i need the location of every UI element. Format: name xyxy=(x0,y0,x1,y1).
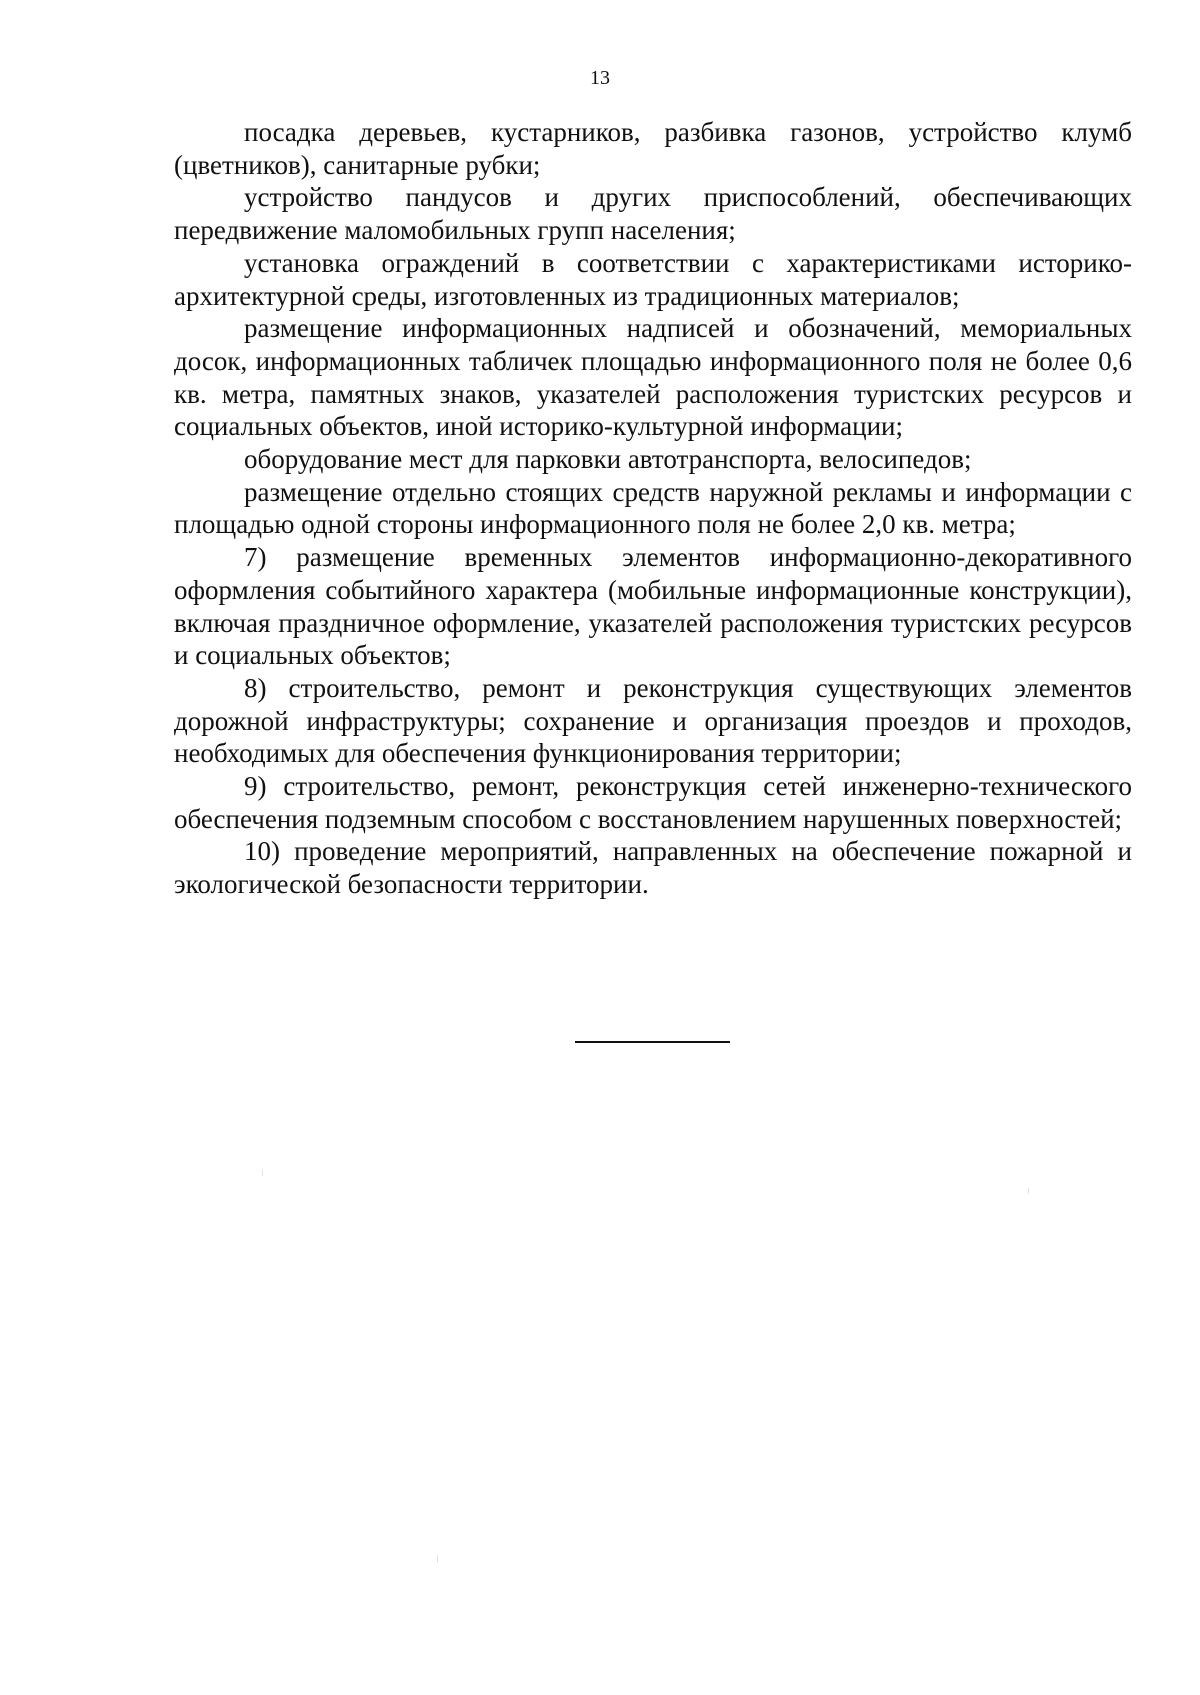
scan-speck xyxy=(437,1555,438,1563)
paragraph-item-10: 10) проведение мероприятий, направленных на обеспечение пожарной и экологической безопасности территории. xyxy=(174,836,1132,900)
paragraph-planting: посадка деревьев, кустарников, разбивка газонов, устройство клумб (цветников), санитарные рубки; xyxy=(174,117,1132,180)
document-body xyxy=(174,116,1132,901)
paragraph-parking: оборудование мест для парковки автотранспорта, велосипедов; xyxy=(244,444,972,475)
paragraph-item-7: 7) размещение временных элементов информационно-декоративного оформления событийного характера (мобильные информационные конструкции), включая праздничное оформление, указателей расположения туристских ресурсов и социальных объектов; xyxy=(174,542,1132,671)
paragraph-fences: установка ограждений в соответствии с характеристиками историко-архитектурной среды, изготовленных из традиционных материалов; xyxy=(174,247,1132,311)
paragraph-item-8: 8) строительство, ремонт и реконструкция существующих элементов дорожной инфраструктуры; сохранение и организация проездов и проходов, необходимых для обеспечения функционирования территории; xyxy=(174,672,1132,769)
scan-speck xyxy=(1028,1188,1029,1194)
closing-divider xyxy=(575,1041,730,1043)
paragraph-item-9: 9) строительство, ремонт, реконструкция сетей инженерно-технического обеспечения подземным способом с восстановлением нарушенных поверхностей; xyxy=(174,771,1132,834)
paragraph-ramps: устройство пандусов и других приспособлений, обеспечивающих передвижение маломобильных групп населения; xyxy=(174,182,1132,246)
paragraph-signage: размещение информационных надписей и обозначений, мемориальных досок, информационных табличек площадью информационного поля не более 0,6 кв. метра, памятных знаков, указателей расположения туристских ресурсов и социальных объектов, иной историко-культурной информации; xyxy=(174,313,1132,442)
scan-speck xyxy=(262,1170,263,1176)
page-number: 13 xyxy=(590,67,610,89)
paragraph-advertising: размещение отдельно стоящих средств наружной рекламы и информации с площадью одной стороны информационного поля не более 2,0 кв. метра; xyxy=(174,476,1132,540)
